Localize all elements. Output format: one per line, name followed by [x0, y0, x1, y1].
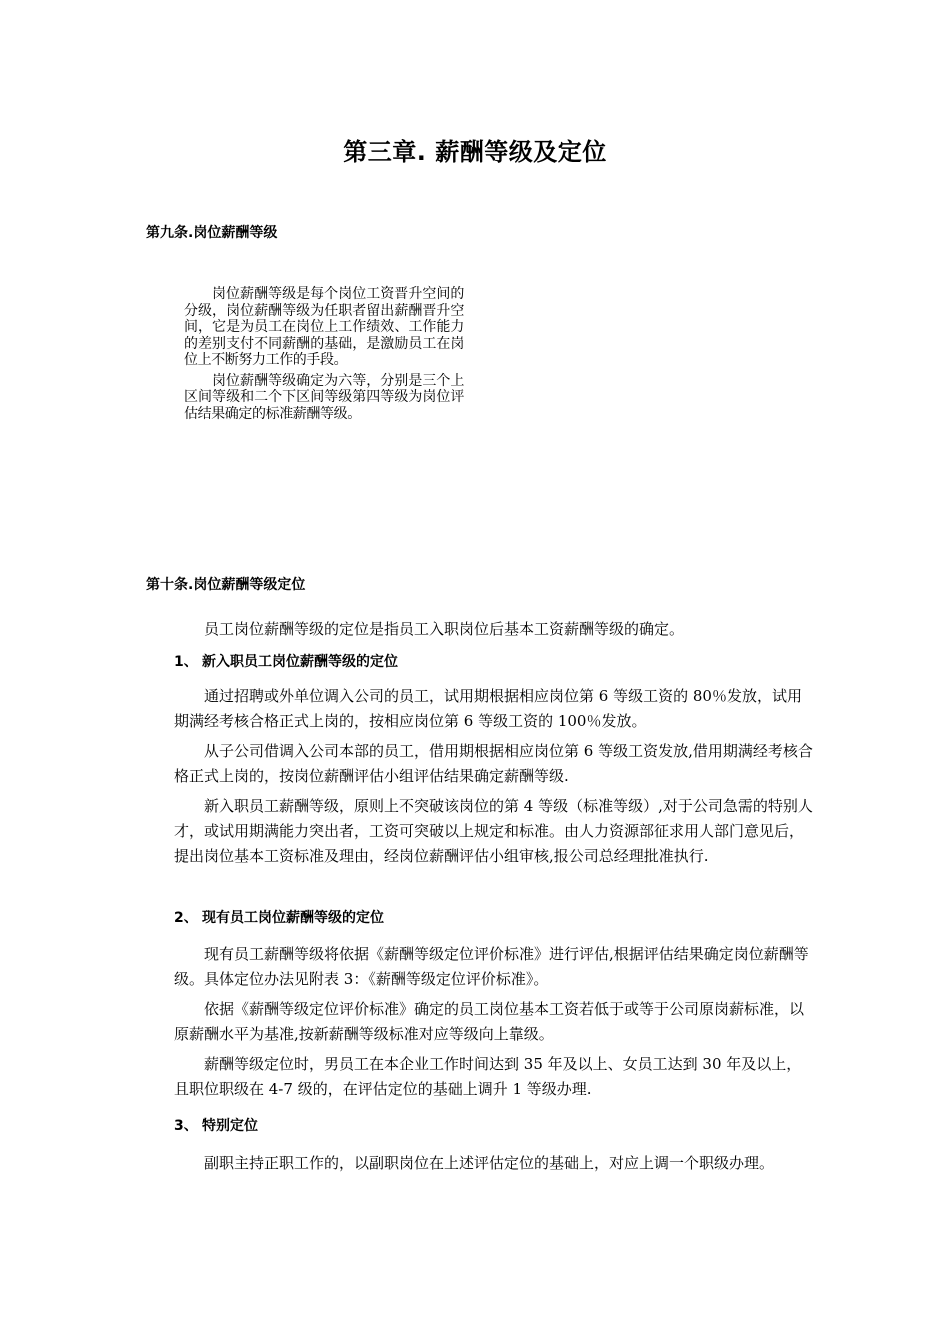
article-9-heading: 第九条.岗位薪酬等级 [146, 225, 278, 241]
section-3-heading [174, 1115, 258, 1135]
section-number: 3、 [174, 1118, 198, 1134]
section-3-body [174, 1151, 814, 1176]
section-2-heading [174, 907, 384, 927]
section-2-body [174, 942, 814, 1102]
section-paragraph: 新入职员工薪酬等级，原则上不突破该岗位的第 4 等级（标准等级）,对于公司急需的特别人才，或试用期满能力突出者，工资可突破以上规定和标准。由人力资源部征求用人部门意见后，提出岗位基本工资标准及理由，经岗位薪酬评估小组审核,报公司总经理批准执行. [174, 797, 813, 865]
section-paragraph: 通过招聘或外单位调入公司的员工，试用期根据相应岗位第 6 等级工资的 80％发放，试用期满经考核合格正式上岗的，按相应岗位第 6 等级工资的 100％发放。 [174, 687, 802, 730]
section-title: 现有员工岗位薪酬等级的定位 [202, 910, 384, 926]
section-title: 新入职员工岗位薪酬等级的定位 [202, 654, 398, 670]
article-10-heading: 第十条.岗位薪酬等级定位 [146, 577, 306, 593]
section-1-body [174, 684, 814, 869]
section-paragraph: 从子公司借调入公司本部的员工，借用期根据相应岗位第 6 等级工资发放,借用期满经考核合格正式上岗的，按岗位薪酬评估小组评估结果确定薪酬等级. [174, 742, 813, 785]
article-10-intro-block [174, 617, 814, 642]
section-paragraph: 副职主持正职工作的，以副职岗位在上述评估定位的基础上，对应上调一个职级办理。 [204, 1154, 775, 1172]
section-paragraph: 薪酬等级定位时，男员工在本企业工作时间达到 35 年及以上、女员工达到 30 年及以上，且职位职级在 4-7 级的，在评估定位的基础上调升 1 等级办理. [174, 1055, 802, 1098]
article-9-paragraph: 岗位薪酬等级是每个岗位工资晋升空间的分级，岗位薪酬等级为任职者留出薪酬晋升空间，它是为员工在岗位上工作绩效、工作能力的差别支付不同薪酬的基础，是激励员工在岗位上不断努力工作的手段。 [184, 286, 464, 368]
article-10-intro: 员工岗位薪酬等级的定位是指员工入职岗位后基本工资薪酬等级的确定。 [204, 620, 685, 638]
section-1-heading [174, 651, 398, 671]
chapter-title: 第三章. 薪酬等级及定位 [343, 138, 607, 166]
section-number: 2、 [174, 910, 198, 926]
section-paragraph: 依据《薪酬等级定位评价标准》确定的员工岗位基本工资若低于或等于公司原岗薪标准，以原薪酬水平为基准,按新薪酬等级标准对应等级向上靠级。 [174, 1000, 805, 1043]
section-number: 1、 [174, 654, 198, 670]
article-9-text-box [184, 286, 464, 426]
section-paragraph: 现有员工薪酬等级将依据《薪酬等级定位评价标准》进行评估,根据评估结果确定岗位薪酬等级。具体定位办法见附表 3：《薪酬等级定位评价标准》。 [174, 945, 809, 988]
article-9-paragraph: 岗位薪酬等级确定为六等，分别是三个上区间等级和二个下区间等级第四等级为岗位评估结果确定的标准薪酬等级。 [184, 372, 464, 422]
section-title: 特别定位 [202, 1118, 258, 1134]
